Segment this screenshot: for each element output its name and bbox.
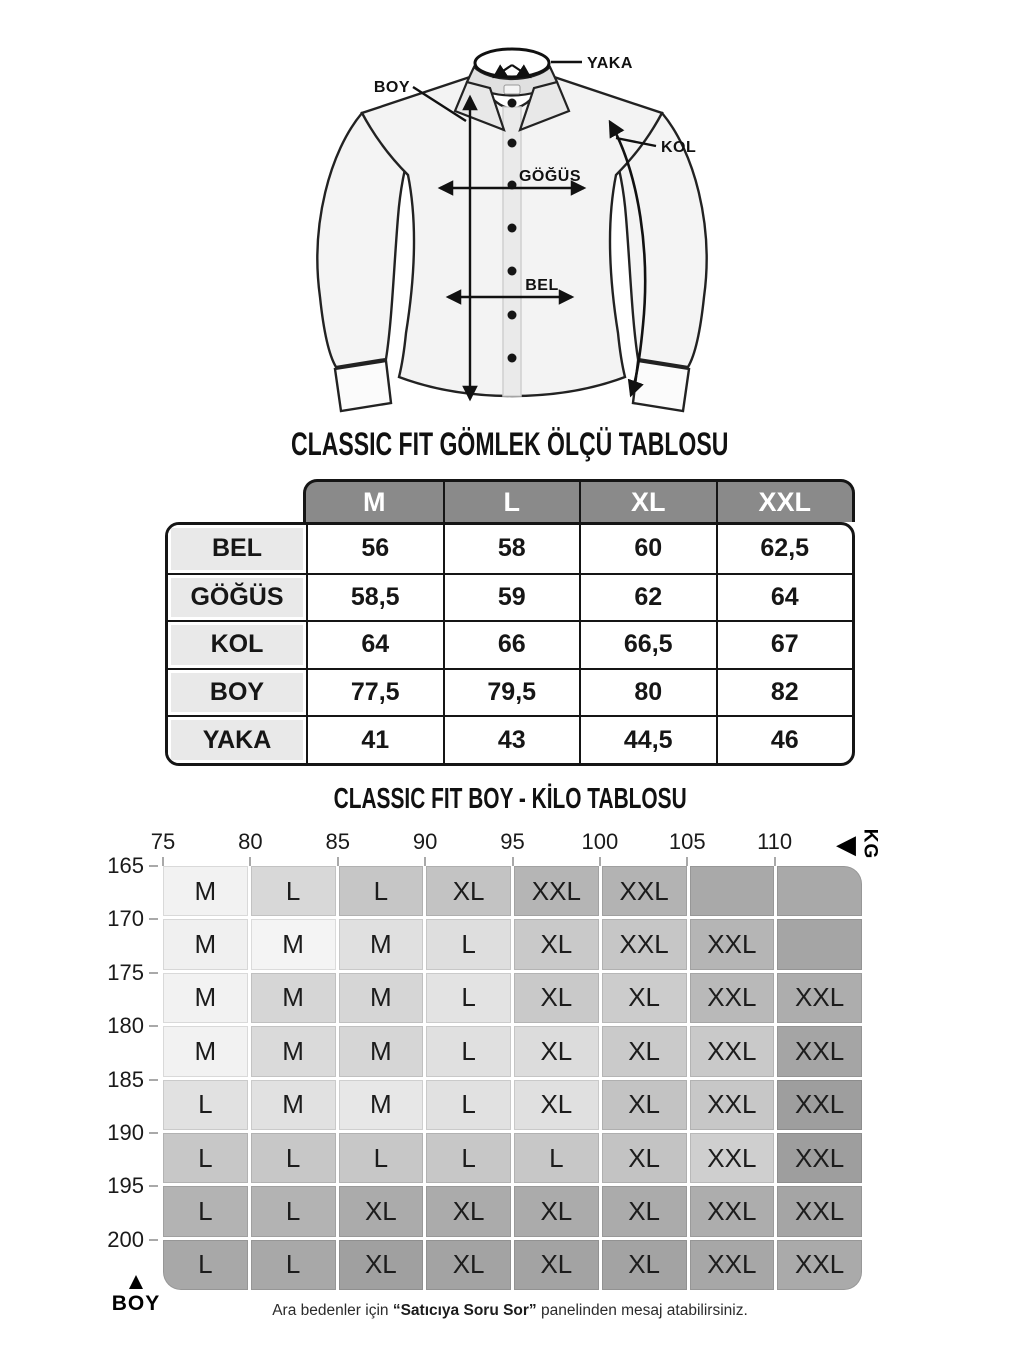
kg-axis-marker xyxy=(836,828,885,860)
kg-tick-label-110: 110 xyxy=(757,829,793,854)
cell-175-95-xl: XL xyxy=(514,973,599,1023)
boy-up-triangle-icon: ▲ xyxy=(124,1268,148,1295)
kg-tick-label-95: 95 xyxy=(500,829,525,854)
footer-text-part1: Ara bedenler için xyxy=(272,1302,393,1319)
cell-175-85-m: M xyxy=(339,973,424,1023)
weight-chart-title: CLASSIC FIT BOY - KİLO TABLOSU xyxy=(333,783,687,815)
cell-165-110-empty xyxy=(777,866,862,916)
cell-185-95-xl: XL xyxy=(514,1080,599,1130)
footer-text-bold: “Satıcıya Soru Sor” xyxy=(392,1302,537,1319)
kol-label: KOL xyxy=(661,139,697,156)
cell-195-105-xxl: XXL xyxy=(690,1186,775,1236)
height-weight-grid xyxy=(163,866,862,1290)
cell-175-100-xl: XL xyxy=(602,973,687,1023)
cell-175-80-m: M xyxy=(251,973,336,1023)
gogus-label: GÖĞÜS xyxy=(518,168,582,185)
cell-165-95-xxl: XXL xyxy=(514,866,599,916)
cell-170-110-empty xyxy=(777,919,862,969)
size-table xyxy=(165,479,855,766)
cell-200-90-xl: XL xyxy=(426,1240,511,1290)
cell-190-85-l: L xyxy=(339,1133,424,1183)
cell-190-110-xxl: XXL xyxy=(777,1133,862,1183)
cell-175-110-xxl: XXL xyxy=(777,973,862,1023)
height-tick-mark-170 xyxy=(149,918,158,920)
right-cuff xyxy=(633,361,689,411)
cell-175-90-l: L xyxy=(426,973,511,1023)
cell-165-80-l: L xyxy=(251,866,336,916)
kg-tick-mark-110 xyxy=(774,857,776,866)
size-col-header-m: M xyxy=(363,486,386,517)
cell-185-75-l: L xyxy=(163,1080,248,1130)
cell-185-80-m: M xyxy=(251,1080,336,1130)
cell-170-100-xxl: XXL xyxy=(602,919,687,969)
placket xyxy=(503,107,521,396)
cell-180-75-m: M xyxy=(163,1026,248,1076)
height-tick-mark-195 xyxy=(149,1185,158,1187)
cell-180-95-xl: XL xyxy=(514,1026,599,1076)
height-tick-mark-175 xyxy=(149,972,158,974)
size-value-boy-xl: 80 xyxy=(579,668,716,716)
cell-180-105-xxl: XXL xyxy=(690,1026,775,1076)
size-value-yaka-m: 41 xyxy=(306,715,443,763)
kg-tick-mark-85 xyxy=(337,857,339,866)
cell-190-95-l: L xyxy=(514,1133,599,1183)
size-value-bel-l: 58 xyxy=(443,525,580,573)
kg-tick-mark-75 xyxy=(162,857,164,866)
size-value-bel-xxl: 62,5 xyxy=(716,525,853,573)
size-value-kol-xl: 66,5 xyxy=(579,620,716,668)
size-row-label-0: BEL xyxy=(168,525,306,573)
left-cuff xyxy=(335,361,391,411)
cell-170-90-l: L xyxy=(426,919,511,969)
size-value-göğüs-l: 59 xyxy=(443,573,580,621)
cell-180-90-l: L xyxy=(426,1026,511,1076)
cell-180-110-xxl: XXL xyxy=(777,1026,862,1076)
kg-tick-label-105: 105 xyxy=(668,829,706,854)
size-value-kol-l: 66 xyxy=(443,620,580,668)
size-value-bel-m: 56 xyxy=(306,525,443,573)
kg-tick-mark-105 xyxy=(686,857,688,866)
height-tick-label-175: 175 xyxy=(107,959,144,985)
height-tick-mark-190 xyxy=(149,1132,158,1134)
yaka-label: YAKA xyxy=(587,55,633,72)
footer-text-part2: panelinden mesaj atabilirsiniz. xyxy=(536,1302,748,1319)
footer-note xyxy=(0,1302,1020,1320)
cell-190-90-l: L xyxy=(426,1133,511,1183)
height-tick-mark-185 xyxy=(149,1079,158,1081)
kg-tick-mark-100 xyxy=(599,857,601,866)
cell-165-85-l: L xyxy=(339,866,424,916)
size-value-göğüs-xxl: 64 xyxy=(716,573,853,621)
cell-195-75-l: L xyxy=(163,1186,248,1236)
cell-195-80-l: L xyxy=(251,1186,336,1236)
size-value-bel-xl: 60 xyxy=(579,525,716,573)
cell-200-110-xxl: XXL xyxy=(777,1240,862,1290)
cell-170-80-m: M xyxy=(251,919,336,969)
cell-195-90-xl: XL xyxy=(426,1186,511,1236)
brand-label xyxy=(504,85,520,94)
height-tick-mark-165 xyxy=(149,865,158,867)
kg-tick-mark-80 xyxy=(249,857,251,866)
size-row-label-4: YAKA xyxy=(168,715,306,763)
kg-tick-label-75: 75 xyxy=(150,829,176,854)
cell-165-75-m: M xyxy=(163,866,248,916)
cell-195-110-xxl: XXL xyxy=(777,1186,862,1236)
cell-195-100-xl: XL xyxy=(602,1186,687,1236)
height-tick-label-170: 170 xyxy=(107,906,144,932)
size-value-yaka-l: 43 xyxy=(443,715,580,763)
size-value-yaka-xxl: 46 xyxy=(716,715,853,763)
size-table-header xyxy=(303,479,855,522)
cell-185-90-l: L xyxy=(426,1080,511,1130)
cell-200-85-xl: XL xyxy=(339,1240,424,1290)
height-tick-label-190: 190 xyxy=(107,1119,144,1145)
cell-185-85-m: M xyxy=(339,1080,424,1130)
cell-180-100-xl: XL xyxy=(602,1026,687,1076)
height-tick-label-195: 195 xyxy=(107,1173,144,1199)
cell-185-110-xxl: XXL xyxy=(777,1080,862,1130)
bel-label: BEL xyxy=(525,277,559,294)
kg-tick-mark-90 xyxy=(424,857,426,866)
height-tick-label-185: 185 xyxy=(107,1066,144,1092)
shirt-measurement-diagram xyxy=(250,25,770,437)
height-tick-label-180: 180 xyxy=(107,1013,144,1039)
height-tick-label-165: 165 xyxy=(107,853,144,878)
height-tick-mark-180 xyxy=(149,1025,158,1027)
cell-200-95-xl: XL xyxy=(514,1240,599,1290)
cell-195-85-xl: XL xyxy=(339,1186,424,1236)
kg-axis-label: KG xyxy=(859,828,881,860)
cell-165-100-xxl: XXL xyxy=(602,866,687,916)
size-value-göğüs-xl: 62 xyxy=(579,573,716,621)
size-row-label-1: GÖĞÜS xyxy=(168,573,306,621)
boy-diagram-label: BOY xyxy=(373,79,410,96)
cell-180-80-m: M xyxy=(251,1026,336,1076)
cell-190-100-xl: XL xyxy=(602,1133,687,1183)
kg-left-triangle-icon: ◀ xyxy=(836,829,856,859)
size-row-label-2: KOL xyxy=(168,620,306,668)
size-table-title: CLASSIC FIT GÖMLEK ÖLÇÜ TABLOSU xyxy=(291,426,729,462)
cell-170-85-m: M xyxy=(339,919,424,969)
kg-tick-label-90: 90 xyxy=(412,829,438,854)
size-value-kol-xxl: 67 xyxy=(716,620,853,668)
cell-185-100-xl: XL xyxy=(602,1080,687,1130)
cell-190-80-l: L xyxy=(251,1133,336,1183)
size-value-boy-m: 77,5 xyxy=(306,668,443,716)
kg-axis xyxy=(150,829,862,867)
cell-200-100-xl: XL xyxy=(602,1240,687,1290)
cell-185-105-xxl: XXL xyxy=(690,1080,775,1130)
size-value-kol-m: 64 xyxy=(306,620,443,668)
size-value-göğüs-m: 58,5 xyxy=(306,573,443,621)
size-col-header-l: L xyxy=(443,482,580,522)
height-tick-mark-200 xyxy=(149,1239,158,1241)
height-tick-label-200: 200 xyxy=(107,1226,144,1252)
cell-170-95-xl: XL xyxy=(514,919,599,969)
cell-170-105-xxl: XXL xyxy=(690,919,775,969)
size-col-header-xl: XL xyxy=(579,482,716,522)
cell-195-95-xl: XL xyxy=(514,1186,599,1236)
cell-165-105-empty xyxy=(690,866,775,916)
cell-170-75-m: M xyxy=(163,919,248,969)
cell-200-105-xxl: XXL xyxy=(690,1240,775,1290)
cell-175-105-xxl: XXL xyxy=(690,973,775,1023)
boy-axis-label: BOY xyxy=(111,1292,161,1315)
cell-200-75-l: L xyxy=(163,1240,248,1290)
cell-175-75-m: M xyxy=(163,973,248,1023)
kg-tick-label-100: 100 xyxy=(581,829,619,854)
size-value-yaka-xl: 44,5 xyxy=(579,715,716,763)
size-table-body xyxy=(165,522,855,766)
kg-tick-label-80: 80 xyxy=(238,829,263,854)
size-value-boy-xxl: 82 xyxy=(716,668,853,716)
size-value-boy-l: 79,5 xyxy=(443,668,580,716)
cell-165-90-xl: XL xyxy=(426,866,511,916)
cell-190-75-l: L xyxy=(163,1133,248,1183)
yaka-measure-ellipse xyxy=(475,49,549,77)
size-row-label-3: BOY xyxy=(168,668,306,716)
cell-200-80-l: L xyxy=(251,1240,336,1290)
cell-180-85-m: M xyxy=(339,1026,424,1076)
cell-190-105-xxl: XXL xyxy=(690,1133,775,1183)
size-col-header-xxl: XXL xyxy=(716,482,853,522)
kg-tick-label-85: 85 xyxy=(325,829,350,854)
kg-tick-mark-95 xyxy=(512,857,514,866)
